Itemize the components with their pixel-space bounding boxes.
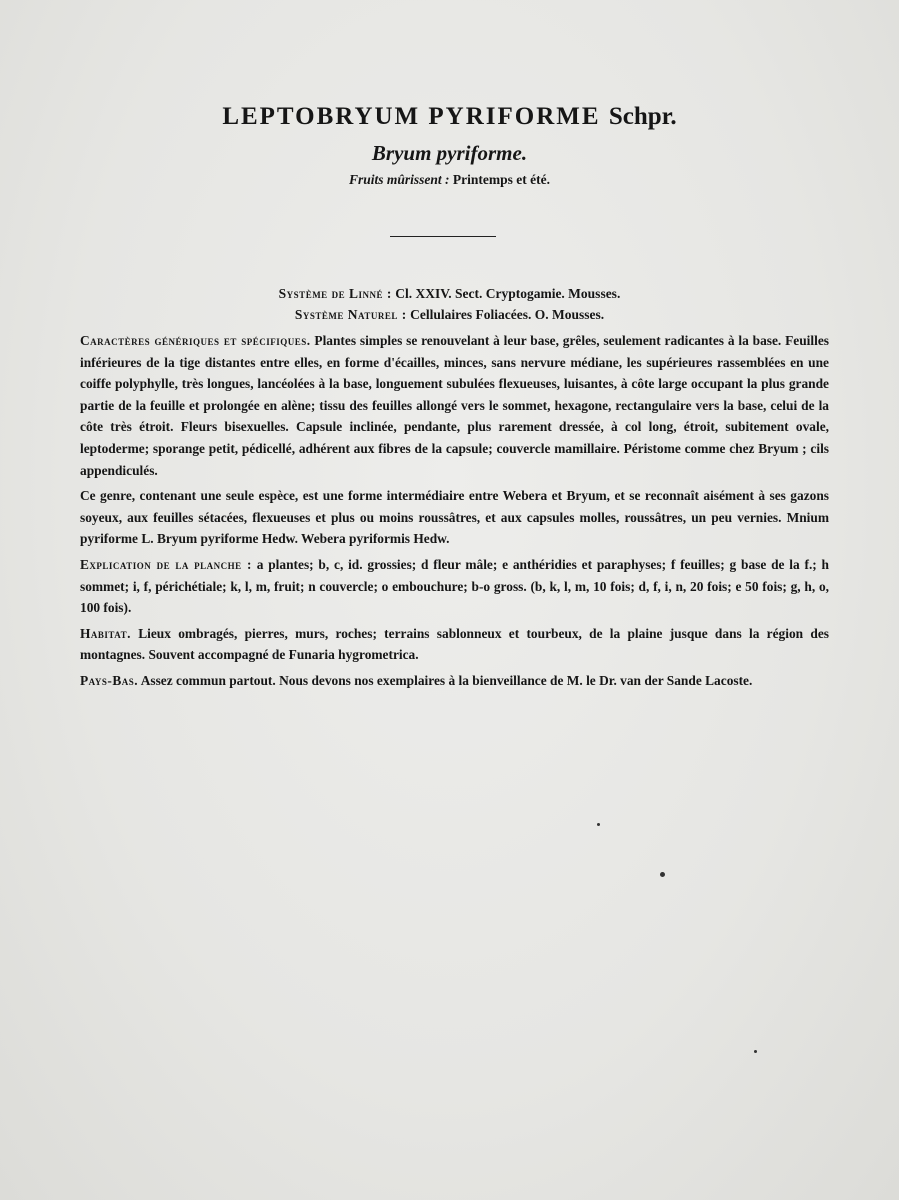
title-author: Schpr. xyxy=(608,103,677,130)
system-naturel-value: Cellulaires Foliacées. O. Mousses. xyxy=(410,307,605,322)
fruits-value: Printemps et été. xyxy=(452,172,550,187)
paragraph-characters xyxy=(80,330,829,481)
divider xyxy=(390,236,496,237)
paragraph-text: Assez commun partout. Nous devons nos exemplaires à la bienveillance de M. le Dr. van der Sande Lacoste. xyxy=(138,672,753,688)
paper-speck xyxy=(597,823,600,826)
paragraph-text: Ce genre, contenant une seule espèce, est une forme intermédiaire entre Webera et Bryum, et se reconnaît aisément à ses gazons soyeux, aux feuilles sétacées, flexueuses et plus ou moins roussâtres, et aux capsules molles, roussâtres, un peu vernies. Mnium pyriforme L. Bryum pyriforme Hedw. Webera pyriformis Hedw. xyxy=(80,488,829,547)
paragraph-plate xyxy=(80,554,829,619)
system-linne-value: Cl. XXIV. Sect. Cryptogamie. Mousses. xyxy=(395,286,621,301)
system-naturel xyxy=(0,307,899,323)
system-naturel-label: Système Naturel : xyxy=(294,307,407,322)
paragraph-lead: Explication de la planche : xyxy=(80,556,252,572)
title-genus: LEPTOBRYUM PYRIFORME xyxy=(222,103,601,130)
paper-speck xyxy=(660,872,665,877)
system-linne-label: Système de Linné : xyxy=(278,286,392,301)
paragraph-habitat xyxy=(80,623,829,666)
paragraph-netherlands xyxy=(80,670,829,692)
paragraph-lead: Habitat. xyxy=(80,625,131,641)
paragraph-text: a plantes; b, c, id. grossies; d fleur mâle; e anthéridies et paraphyses; f feuilles; g base de la f.; h sommet; i, f, périchétiale; k, l, m, fruit; n couvercle; o embouchure; b-o gross. (b, k, l, m, 10 fois; d, f, i, n, 20 fois; e 50 fois; g, h, o, 100 fois). xyxy=(80,556,829,616)
synonym: Bryum pyriforme. xyxy=(371,141,528,165)
fruits-line xyxy=(0,172,899,188)
page-title xyxy=(0,103,899,131)
paragraph-text: Lieux ombragés, pierres, murs, roches; terrains sablonneux et tourbeux, de la plaine jusque dans la région des montagnes. Souvent accompagné de Funaria hygrometrica. xyxy=(80,625,829,663)
paragraph-genus xyxy=(80,485,829,550)
paragraph-text: Plantes simples se renouvelant à leur base, grêles, seulement radicantes à la base. Feuilles inférieures de la tige distantes entre elles, en forme d'écailles, minces, sans nervure médiane, les supérieures rassemblées en une coiffe polyphylle, très longues, lancéolées à la base, longuement subulées flexueuses, luisantes, à côte large occupant la plus grande partie de la feuille et prolongée en alène; tissu des feuilles allongé vers le sommet, hexagone, rectangulaire vers la base, celui de la côte très étroit. Fleurs bisexuelles. Capsule inclinée, pendante, plus rarement dressée, à col long, étroit, subitement ovale, leptoderme; sporange petit, pédicellé, adhérent aux fibres de la capsule; couvercle mamillaire. Péristome comme chez Bryum ; cils appendiculés. xyxy=(80,333,829,478)
system-linne xyxy=(0,286,899,302)
fruits-label: Fruits mûrissent : xyxy=(348,172,450,187)
paragraph-lead: Pays-Bas. xyxy=(80,672,139,688)
paper-speck xyxy=(754,1050,757,1053)
paragraph-lead: Caractères génériques et spécifiques. xyxy=(80,333,311,348)
body-text xyxy=(80,330,829,696)
